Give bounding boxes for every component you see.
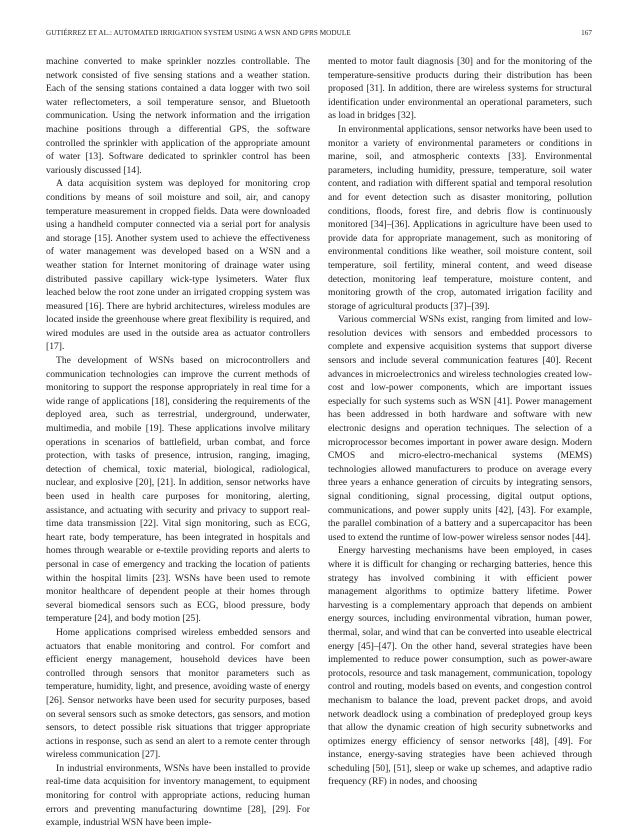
paragraph: A data acquisition system was deployed for monitoring crop conditions by means of soil moisture and soil, air, and canopy temperature measurement in cropped fields. Data were downloaded using a handheld computer connected via a serial port for analysis and storage [15]. Another system used to achieve the effectiveness of water management was developed based on a WSN and a weather station for Internet monitoring of drainage water using distributed passive capillary wick-type lysimeters. Water flux leached below the root zone under an irrigated cropping system was measured [16]. There are hybrid architectures, wireless modules are located inside the greenhouse where great flexibility is required, and wired modules are used in the outside area as actuator controllers [17]. xyxy=(46,178,310,353)
paragraph: In environmental applications, sensor networks have been used to monitor a variety of environmental parameters or conditions in marine, soil, and atmospheric contexts [33]. Environmental parameters, including humidity, pressure, temperature, soil water content, and radiation with different spatial and temporal resolution and for event detection such as disaster monitoring, pollution conditions, floods, forest fire, and debris flow is continuously monitored [34]–[36]. Applications in agriculture have been used to provide data for appropriate management, such as monitoring of environmental conditions like weather, soil moisture content, soil temperature, soil fertility, mineral content, and weed disease detection, monitoring leaf temperature, moisture content, and monitoring growth of the crop, automated irrigation facility and storage of agricultural products [37]–[39]. xyxy=(328,123,592,312)
paragraph: In industrial environments, WSNs have been installed to provide real-time data acquisition for inventory management, to equipment monitoring for control with appropriate actions, reducing human errors and preventing manufacturing downtime [28], [29]. For example, industrial WSN have been imple- xyxy=(46,762,310,829)
paragraph: mented to motor fault diagnosis [30] and for the monitoring of the temperature-sensitive products during their distribution has been proposed [31]. In addition, there are wireless systems for structural identification under environmental an operational parameters, such as load in bridges [32]. xyxy=(328,56,592,122)
page-number: 167 xyxy=(581,29,592,37)
right-column xyxy=(328,55,592,830)
paragraph: Home applications comprised wireless embedded sensors and actuators that enable monitoring and control. For comfort and efficient energy management, household devices have been controlled through sensors that monitor parameters such as temperature, humidity, light, and presence, avoiding waste of energy [26]. Sensor networks have been used for security purposes, based on several sensors such as smoke detectors, gas sensors, and motion sensors, to detect possible risk situations that trigger appropriate actions in response, such as send an alert to a remote center through wireless communication [27]. xyxy=(46,626,310,761)
paragraph: Energy harvesting mechanisms have been employed, in cases where it is difficult for changing or recharging batteries, hence this strategy has involved combining it with efficient power management algorithms to optimize battery lifetime. Power harvesting is a complementary approach that depends on ambient energy sources, including environmental vibration, human power, thermal, solar, and wind that can be converted into useable electrical energy [45]–[47]. On the other hand, several strategies have been implemented to reduce power consumption, such as power-aware protocols, resource and task management, communication, topology control and routing, models based on events, and congestion control mechanism to balance the load, prevent packet drops, and avoid network deadlock using a combination of predeployed group keys that allow the dynamic creation of high security subnetworks and optimizes energy efficiency of sensor networks [48], [49]. For instance, energy-saving strategies have been achieved through scheduling [50], [51], sleep or wake up schemes, and adaptive radio frequency (RF) in nodes, and choosing xyxy=(328,545,592,788)
left-column xyxy=(46,55,310,830)
paragraph: machine converted to make sprinkler nozzles controllable. The network consisted of five sensing stations and a weather station. Each of the sensing stations contained a data logger with two soil water reflectometers, a soil temperature sensor, and Bluetooth communication. Using the network information and the irrigation machine positions through a differential GPS, the software controlled the sprinkler with application of the appropriate amount of water [13]. Software dedicated to sprinkler control has been variously discussed [14]. xyxy=(46,56,310,176)
paragraph: Various commercial WSNs exist, ranging from limited and low-resolution devices with sensors and embedded processors to complete and expensive acquisition systems that support diverse sensors and include several communication features [40]. Recent advances in microelectronics and wireless technologies created low-cost and low-power components, which are important issues especially for such systems such as WSN [41]. Power management has been addressed in both hardware and software with new electronic designs and operation techniques. The selection of a microprocessor becomes important in power aware design. Modern CMOS and micro-electro-mechanical systems (MEMS) technologies allowed manufacturers to produce on average every three years a enhance generation of circuits by integrating sensors, signal conditioning, signal processing, digital output options, communications, and power supply units [42], [43]. For example, the parallel combination of a battery and a supercapacitor has been used to extend the runtime of low-power wireless sensor nodes [44]. xyxy=(328,314,592,543)
two-column-body xyxy=(46,55,592,830)
paragraph: The development of WSNs based on microcontrollers and communication technologies can improve the current methods of monitoring to support the response appropriately in real time for a wide range of applications [18], considering the requirements of the deployed area, such as terrestrial, underground, underwater, multimedia, and mobile [19]. These applications involve military operations in scenarios of battlefield, urban combat, and force protection, with tasks of presence, intrusion, ranging, imaging, detection of chemical, toxic material, biological, radiological, nuclear, and explosive [20], [21]. In addition, sensor networks have been used in health care purposes for monitoring, alerting, assistance, and actuating with security and privacy to support real-time data transmission [22]. Vital sign monitoring, such as ECG, heart rate, body temperature, has been integrated in hospitals and homes through wearable or e-textile providing reports and alerts to personal in case of emergency and tracking the location of patients within the hospital limits [23]. WSNs have been used to remote monitor healthcare of dependent people at their homes through several biomedical sensors such as ECG, blood pressure, body temperature [24], and body motion [25]. xyxy=(46,355,310,625)
running-head-title: GUTIÉRREZ ET AL.: AUTOMATED IRRIGATION SYSTEM USING A WSN AND GPRS MODULE xyxy=(46,29,351,37)
running-head xyxy=(46,27,592,39)
